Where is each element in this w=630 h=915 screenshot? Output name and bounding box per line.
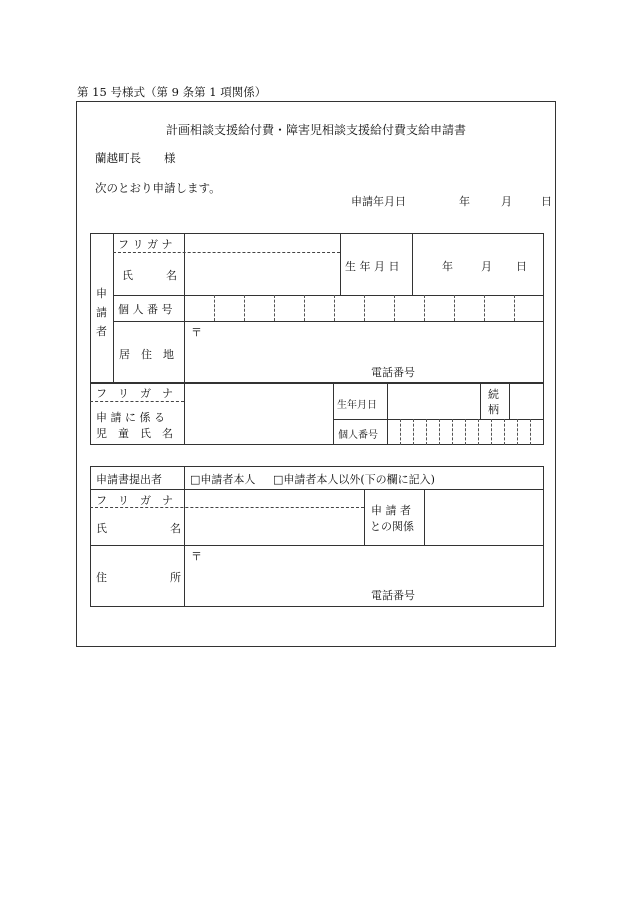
submitter-postal-mark: 〒 [191, 550, 202, 563]
applicant-postal-mark: 〒 [191, 326, 202, 339]
submitter-name-field[interactable] [186, 510, 362, 543]
submitter-name-label-last: 名 [170, 522, 181, 535]
submitter-phone-label: 電話番号 [371, 589, 415, 602]
child-birthdate-field[interactable] [389, 385, 478, 417]
child-furigana-label: フ リ ガ ナ [96, 387, 173, 400]
submitter-address-label-last: 所 [170, 571, 181, 584]
applicant-birthdate-label: 生 年 月 日 [345, 260, 400, 273]
applicant-furigana-label: フ リ ガ ナ [118, 238, 173, 251]
form-title: 計画相談支援給付費・障害児相談支援給付費支給申請書 [165, 123, 466, 137]
submitter-relation-field[interactable] [426, 491, 542, 543]
applicant-birth-month: 月 [481, 260, 492, 273]
child-label-line1: 申 請 に 係 る [96, 411, 165, 424]
submitter-option-other[interactable]: □申請者本人以外(下の欄に記入) [273, 473, 435, 486]
addressee: 蘭越町長 様 [95, 151, 176, 165]
submitter-address-field[interactable] [186, 560, 542, 584]
submitter-address-label-first: 住 [96, 571, 107, 584]
child-label-line2: 児 童 氏 名 [96, 427, 173, 440]
application-date-month: 月 [501, 195, 512, 208]
submitter-relation-line1: 申 請 者 [371, 504, 411, 517]
applicant-phone-label: 電話番号 [371, 366, 415, 379]
applicant-personal-number-label: 個 人 番 号 [118, 303, 173, 316]
child-birthdate-label: 生年月日 [337, 400, 377, 411]
child-personal-number-field[interactable] [389, 421, 542, 443]
applicant-section-label: 申 請 者 [96, 287, 107, 338]
submitter-label: 申請書提出者 [96, 473, 162, 486]
applicant-furigana-field[interactable] [186, 236, 338, 250]
applicant-birth-year: 年 [442, 260, 453, 273]
application-date-day: 日 [541, 195, 552, 208]
child-relationship-field[interactable] [511, 385, 542, 417]
child-furigana-field[interactable] [186, 385, 331, 399]
child-relationship-label: 続 柄 [488, 388, 499, 416]
applicant-name-field[interactable] [186, 256, 338, 292]
submitter-option-self[interactable]: □申請者本人 [190, 473, 256, 486]
submitter-relation-line2: との関係 [370, 520, 414, 533]
application-date-label: 申請年月日 [351, 195, 406, 208]
application-date[interactable] [351, 193, 552, 209]
child-name-field[interactable] [186, 404, 331, 443]
form-number-label: 第 15 号様式（第 9 条第 1 項関係） [77, 85, 267, 99]
applicant-birth-day: 日 [516, 260, 527, 273]
applicant-name-label: 氏 名 [122, 269, 177, 282]
applicant-address-field[interactable] [186, 336, 542, 362]
application-date-year: 年 [459, 195, 470, 208]
submitter-furigana-field[interactable] [186, 491, 362, 505]
applicant-address-label: 居 住 地 [119, 348, 174, 361]
submitter-furigana-label: フ リ ガ ナ [96, 494, 173, 507]
submitter-name-label-first: 氏 [96, 522, 107, 535]
child-personal-number-label: 個人番号 [338, 430, 378, 441]
applicant-personal-number-field[interactable] [186, 297, 542, 319]
intro-text: 次のとおり申請します。 [95, 181, 221, 195]
